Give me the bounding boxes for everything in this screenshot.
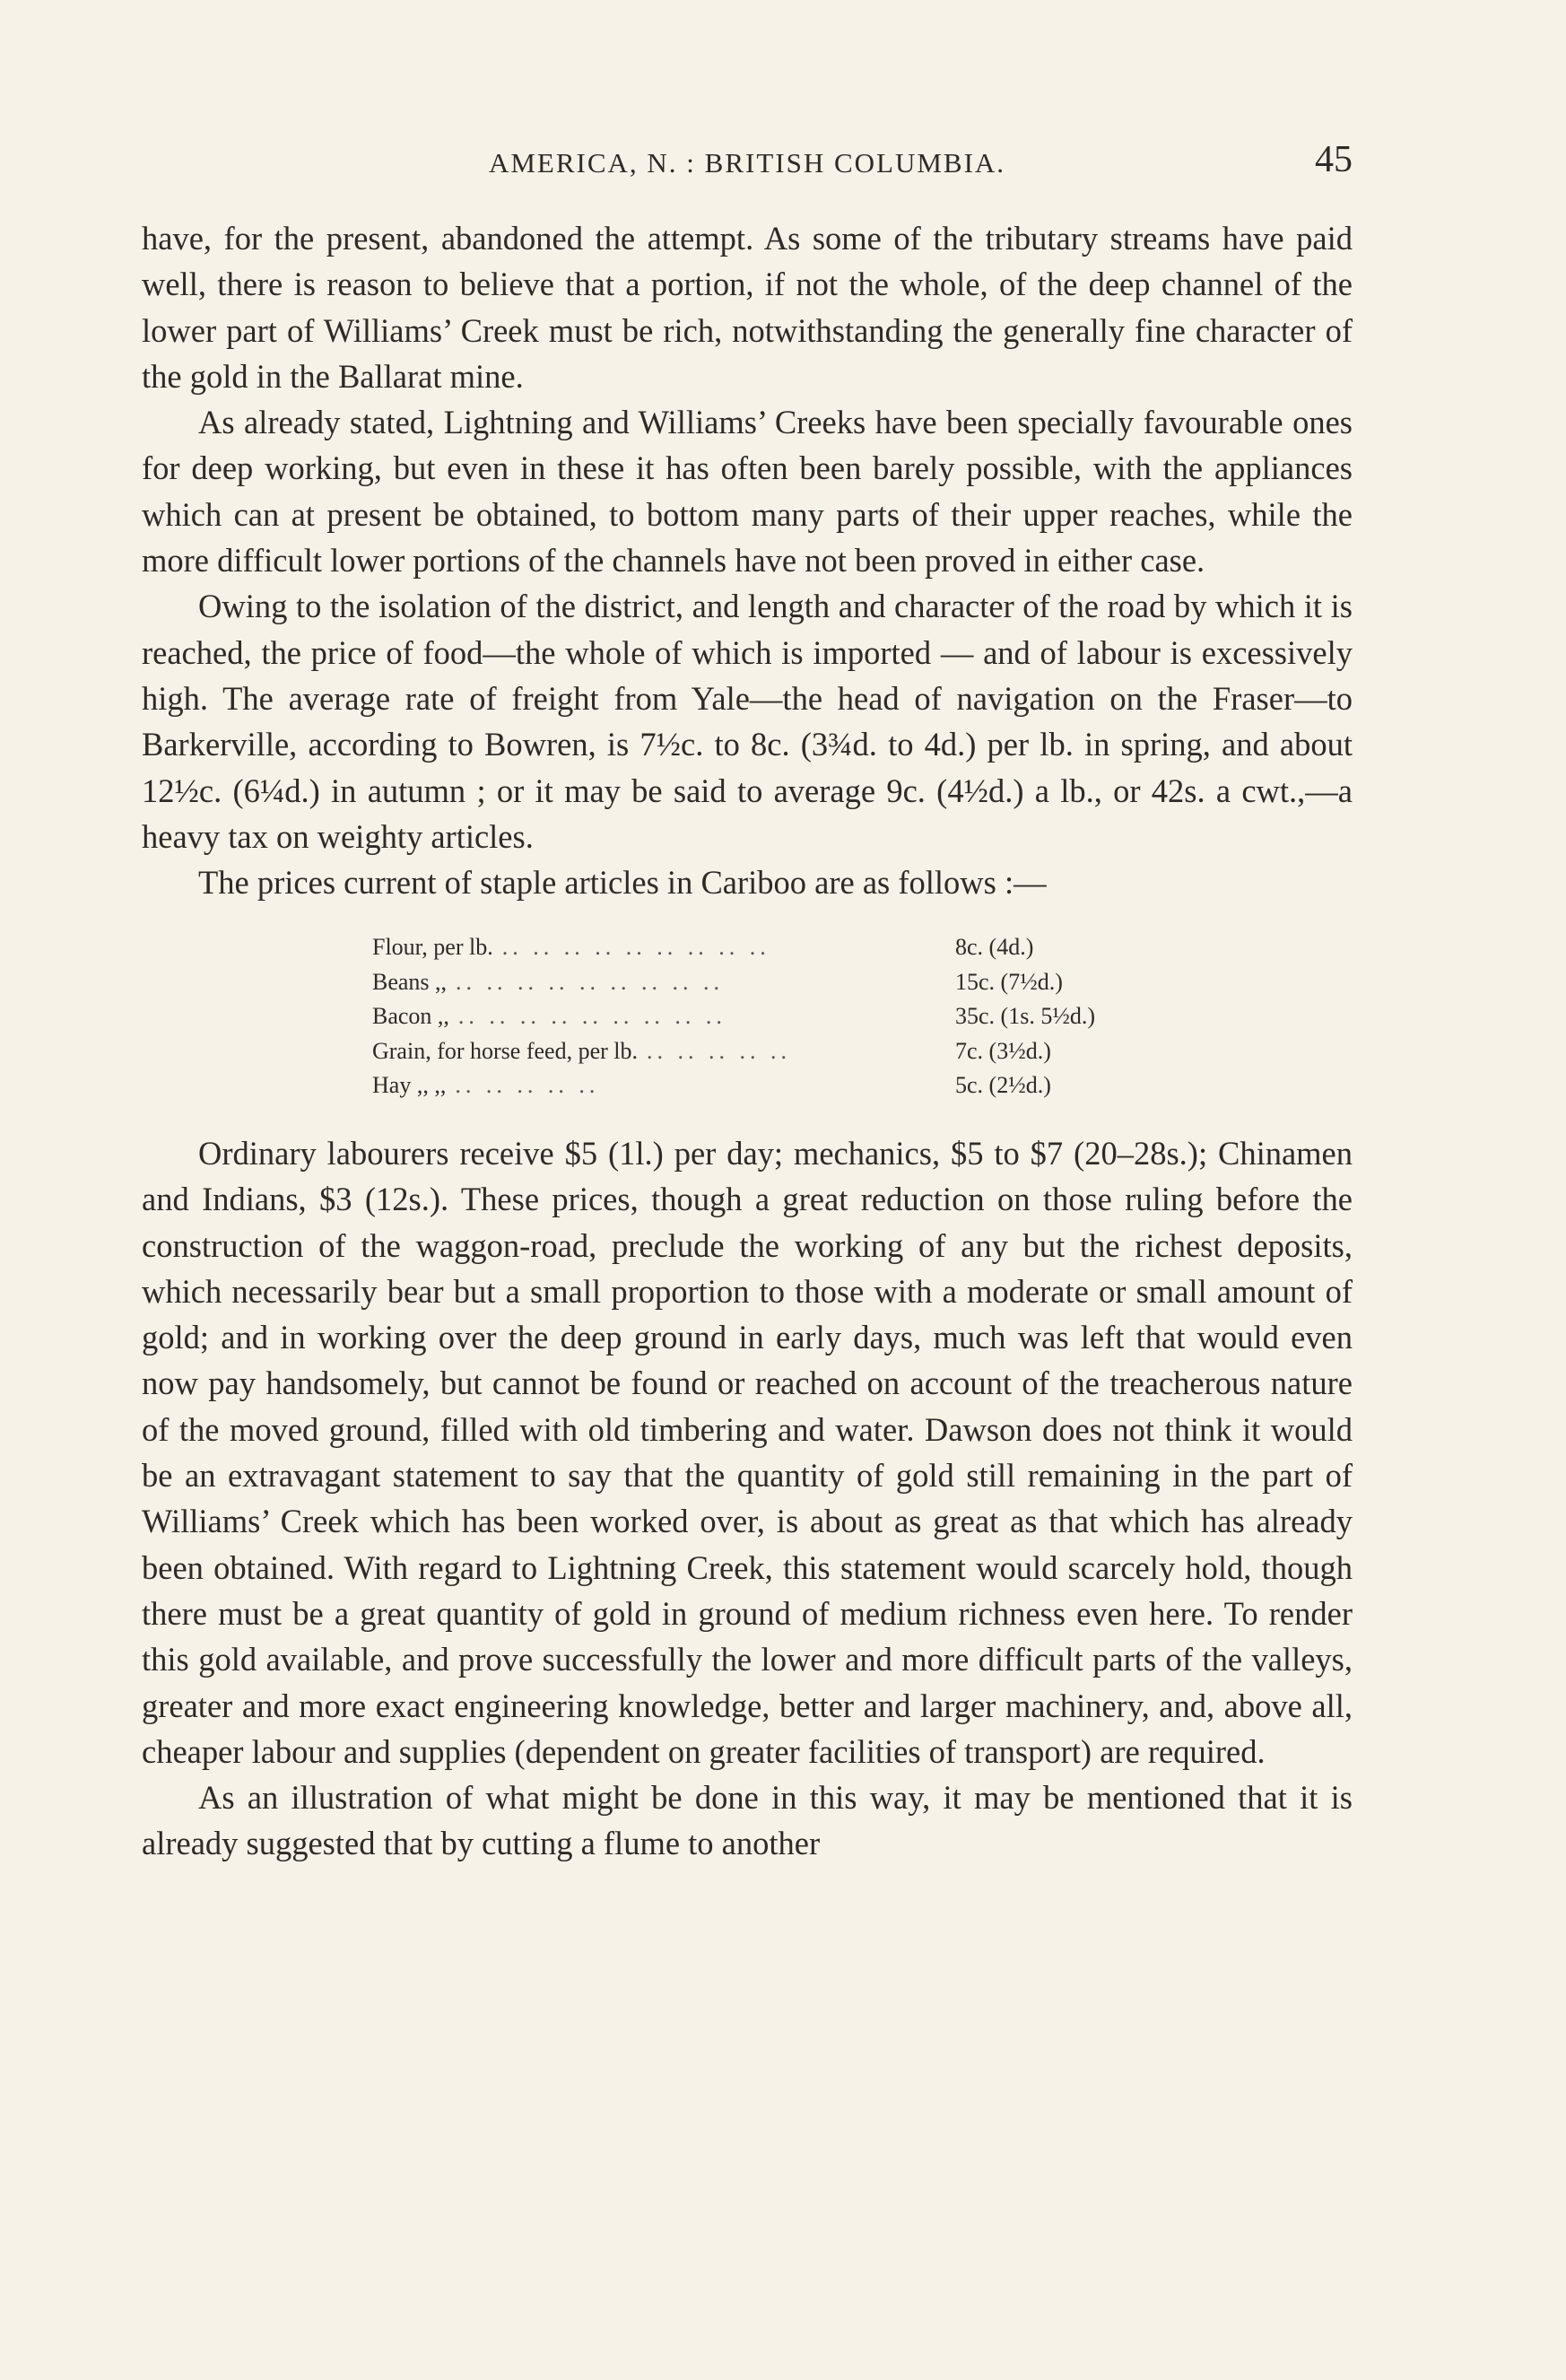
paragraph-6: As an illustration of what might be done in this way, it may be mentioned that it is already suggested that by cutting a flume to another: [142, 1779, 1353, 1862]
price-row: [372, 930, 1144, 965]
price-value: 7c. (3½d.): [955, 1037, 1051, 1064]
page-header: [142, 135, 1353, 197]
price-value: 15c. (7½d.): [955, 968, 1063, 995]
leader-dots: .. .. .. .. ..: [647, 1037, 791, 1064]
paragraph-3: Owing to the isolation of the district, and length and character of the road by which it is reached, the price of food—the whole of which is imported — and of labour is excessively high. The average rate of freight from Yale—the head of navigation on the Fraser—to Barkerville, according to Bowren, is 7½c. to 8c. (3¾d. to 4d.) per lb. in spring, and about 12½c. (6¼d.) in autumn ; or it may be said to average 9c. (4½d.) a lb., or 42s. a cwt.,—a heavy tax on weighty articles.: [142, 588, 1353, 855]
page-body: [142, 215, 1353, 1867]
price-value: 5c. (2½d.): [955, 1072, 1051, 1099]
leader-dots: .. .. .. .. .. .. .. .. ..: [456, 968, 725, 995]
paragraph-5: Ordinary labourers receive $5 (1l.) per day; mechanics, $5 to $7 (20–28s.); Chinamen and Indians, $3 (12s.). These prices, though a great reduction on those ruling before the construction of the waggon-road, preclude the working of any but the richest deposits, which necessarily bear but a small proportion to those with a moderate or small amount of gold; and in working over the deep ground in early days, much was left that would even now pay handsomely, but cannot be found or reached on account of the treacherous nature of the moved ground, filled with old timbering and water. Dawson does not think it would be an extravagant statement to say that the quantity of gold still remaining in the part of Williams’ Creek which has been worked over, is about as great as that which has already been obtained. With regard to Lightning Creek, this statement would scarcely hold, though there must be a great quantity of gold in ground of medium richness even here. To render this gold available, and prove successfully the lower and more difficult parts of the valleys, greater and more exact engineering knowledge, better and larger machinery, and, above all, cheaper labour and supplies (dependent on greater facilities of transport) are required.: [142, 1134, 1353, 1770]
price-row: [372, 1034, 1144, 1069]
leader-dots: .. .. .. .. .. .. .. .. ..: [501, 934, 770, 961]
paragraph-2: As already stated, Lightning and Williams’ Creeks have been specially favourable ones for deep working, but even in these it has often been barely possible, with the appliances which can at present be obtained, to bottom many parts of their upper reaches, while the more difficult lower portions of the channels have not been proved in either case.: [142, 404, 1353, 580]
paragraph-4: The prices current of staple articles in Cariboo are as follows :—: [198, 864, 1047, 902]
running-head: AMERICA, N. : BRITISH COLUMBIA.: [488, 147, 1006, 179]
price-row: [372, 965, 1144, 1000]
price-item: Hay ,, ,,: [372, 1072, 447, 1099]
price-row: [372, 1068, 1144, 1103]
price-row: [372, 999, 1144, 1034]
leader-dots: .. .. .. .. ..: [455, 1072, 600, 1099]
price-table: [372, 930, 1144, 1103]
paragraph-1: have, for the present, abandoned the attempt. As some of the tributary streams have paid well, there is reason to believe that a portion, if not the whole, of the deep channel of the lower part of Williams’ Creek must be rich, notwithstanding the generally fine character of the gold in the Ballarat mine.: [142, 220, 1353, 395]
price-value: 35c. (1s. 5½d.): [955, 1003, 1095, 1030]
price-value: 8c. (4d.): [955, 934, 1034, 961]
price-item: Bacon ,,: [372, 1003, 449, 1030]
price-item: Beans ,,: [372, 968, 448, 995]
price-item: Grain, for horse feed, per lb.: [372, 1037, 638, 1064]
price-item: Flour, per lb.: [372, 934, 493, 961]
page-number: 45: [1315, 139, 1353, 180]
leader-dots: .. .. .. .. .. .. .. .. ..: [457, 1003, 726, 1030]
